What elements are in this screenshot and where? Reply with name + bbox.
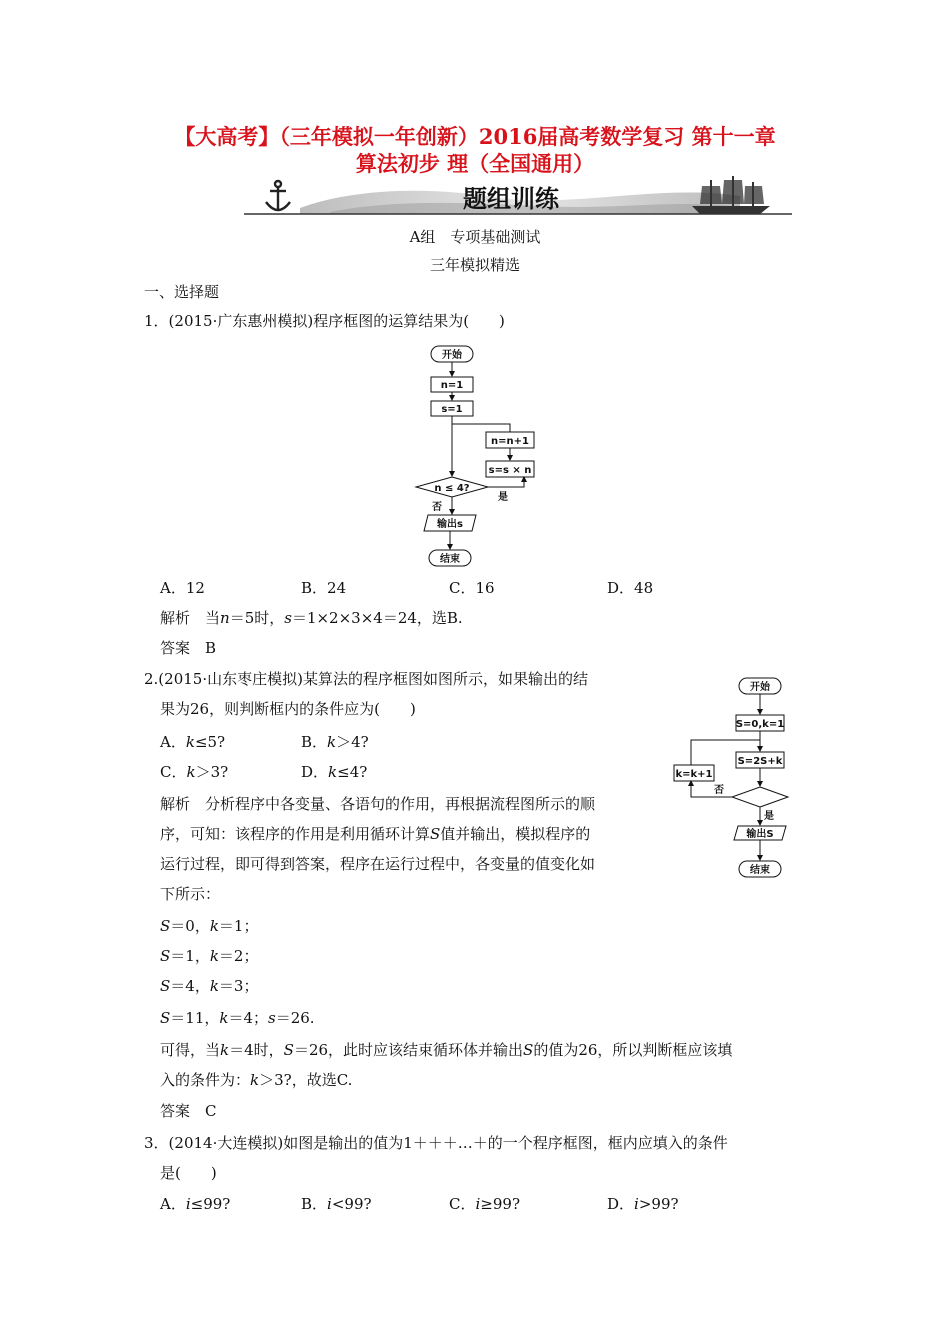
q2-step-3: S＝4，k＝3； [160, 977, 259, 995]
q2-flow-no: 否 [714, 785, 724, 796]
q2-flow-end: 结束 [750, 865, 770, 876]
q2-flow-update: S=2S+k [737, 756, 783, 767]
q1-stem: 1．(2015·广东惠州模拟)程序框图的运算结果为( ) [144, 312, 505, 330]
q2-flow-yes: 是 [764, 811, 774, 822]
group-heading: A组 专项基础测试 [409, 228, 541, 246]
q1-flow-s-mul: s=s × n [488, 465, 532, 476]
q2-flow-init: S=0,k=1 [735, 719, 785, 730]
subgroup-heading: 三年模拟精选 [429, 256, 520, 274]
q2-analysis-line3: 运行过程，即可得到答案，程序在运行过程中，各变量的值变化如 [160, 855, 596, 873]
q2-option-b: B．k＞4? [301, 733, 369, 751]
q3-option-c: C．i≥99? [449, 1195, 520, 1213]
document-title-line1: 【大高考】（三年模拟一年创新）2016届高考数学复习 第十一章 [174, 124, 776, 149]
q1-flowchart [410, 340, 540, 572]
banner-title: 题组训练 [463, 185, 559, 213]
q2-flow-start: 开始 [750, 682, 770, 693]
q2-answer: 答案 C [160, 1102, 217, 1120]
q2-option-c: C．k＞3? [160, 763, 229, 781]
q3-stem-line2: 是( ) [160, 1164, 217, 1182]
q3-option-a: A．i≤99? [160, 1195, 231, 1213]
q2-option-a: A．k≤5? [160, 733, 226, 751]
q2-step-2: S＝1，k＝2； [160, 947, 259, 965]
q2-conclusion-line1: 可得，当k＝4时，S＝26，此时应该结束循环体并输出S的值为26，所以判断框应该填 [160, 1041, 733, 1059]
anchor-icon [266, 181, 290, 211]
q3-option-b: B．i<99? [301, 1195, 372, 1213]
q1-option-d: D．48 [607, 579, 654, 597]
q2-conclusion-line2: 入的条件为：k＞3?，故选C. [160, 1071, 353, 1089]
part-heading: 一、选择题 [144, 283, 220, 301]
q2-option-d: D．k≤4? [301, 763, 368, 781]
q1-flow-no: 否 [432, 502, 442, 513]
q1-flow-n-init: n=1 [440, 380, 464, 391]
q1-analysis: 解析 当n＝5时，s＝1×2×3×4＝24，选B. [160, 609, 463, 627]
q2-step-1: S＝0，k＝1； [160, 917, 259, 935]
section-banner [240, 176, 796, 222]
q2-flow-k-inc: k=k+1 [675, 769, 713, 780]
q1-answer: 答案 B [160, 639, 217, 657]
q1-option-c: C．16 [449, 579, 495, 597]
q1-flow-cond: n ≤ 4? [434, 483, 470, 494]
q1-flow-n-inc: n=n+1 [491, 436, 529, 447]
q2-analysis-line4: 下所示： [160, 885, 221, 903]
q1-flow-start: 开始 [442, 350, 462, 361]
q1-flow-output: 输出s [437, 519, 463, 530]
q2-stem-line2: 果为26，则判断框内的条件应为( ) [160, 700, 416, 718]
q2-flow-output: 输出S [746, 829, 774, 840]
q3-stem-line1: 3．(2014·大连模拟)如图是输出的值为1＋＋＋…＋的一个程序框图，框内应填入的条件 [144, 1134, 728, 1152]
document-title-line2: 算法初步 理（全国通用） [355, 151, 595, 176]
q1-option-b: B．24 [301, 579, 347, 597]
q2-analysis-line1: 解析 分析程序中各变量、各语句的作用，再根据流程图所示的顺 [160, 795, 596, 813]
q2-flowchart [672, 672, 798, 884]
sailing-ship-icon [692, 176, 770, 214]
q2-step-4: S＝11，k＝4；s＝26. [160, 1009, 315, 1027]
q1-option-a: A．12 [160, 579, 205, 597]
q1-flow-s-init: s=1 [441, 404, 463, 415]
q1-flow-end: 结束 [440, 554, 460, 565]
q1-flow-yes: 是 [498, 492, 508, 503]
q3-option-d: D．i>99? [607, 1195, 679, 1213]
q2-stem-line1: 2.(2015·山东枣庄模拟)某算法的程序框图如图所示，如果输出的结 [144, 670, 588, 688]
q2-analysis-line2: 序，可知：该程序的作用是利用循环计算S值并输出，模拟程序的 [160, 825, 591, 843]
